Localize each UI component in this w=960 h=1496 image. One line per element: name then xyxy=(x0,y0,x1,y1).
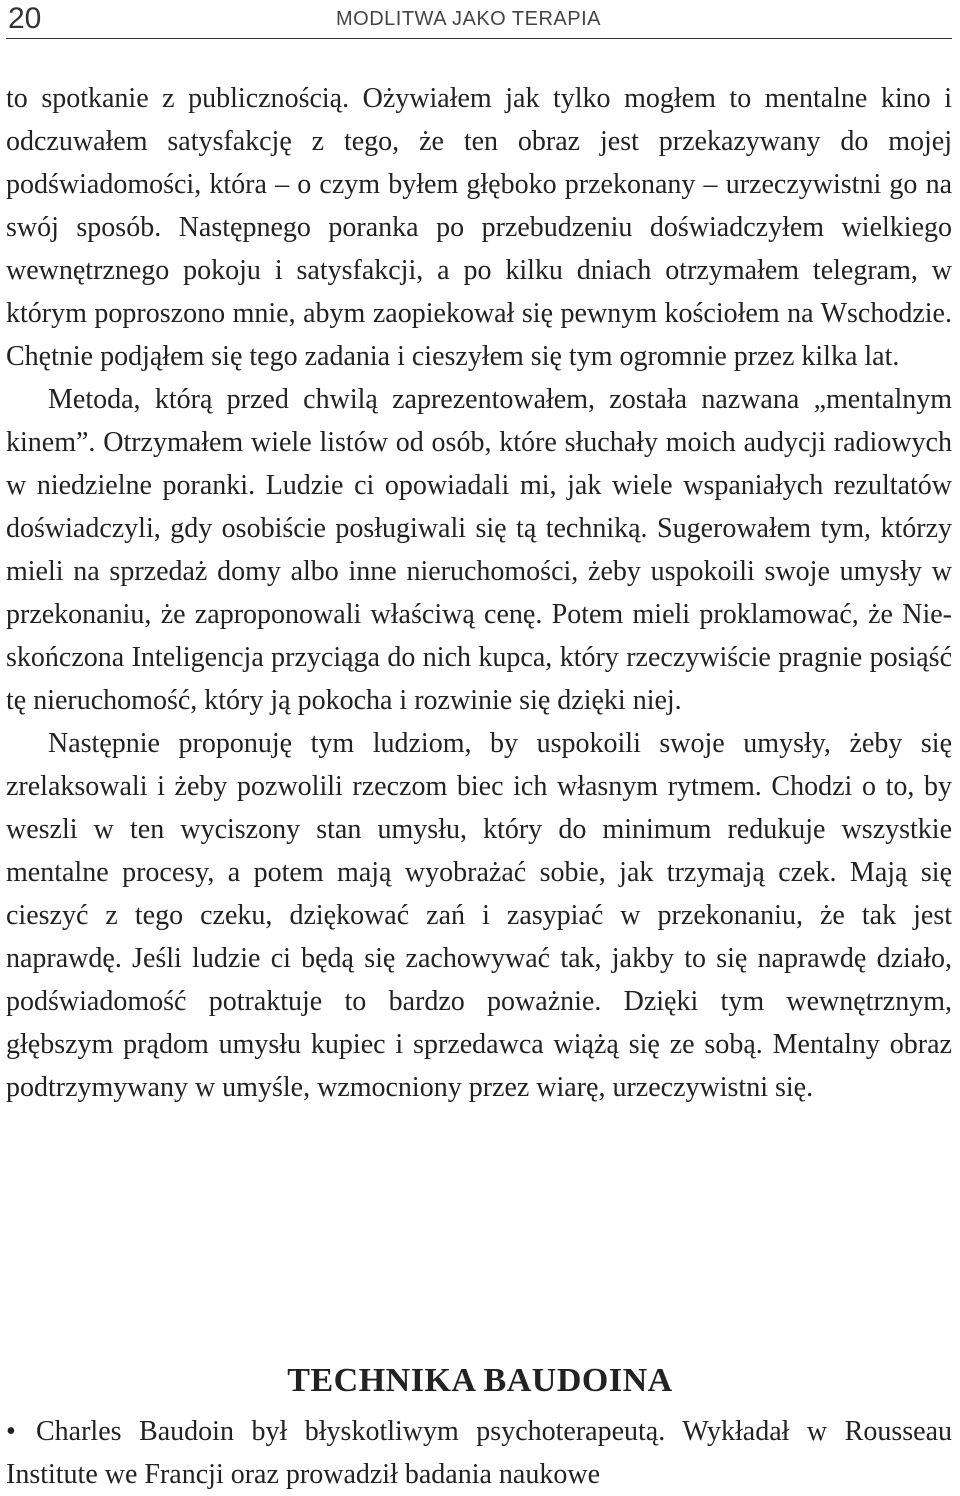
section-title: TECHNIKA BAUDOINA xyxy=(287,1362,673,1399)
bullet-icon: • xyxy=(6,1416,16,1447)
paragraph: Następnie proponuję tym ludziom, by uspokoili swoje umysły, żeby się zrelaksowali i żeby pozwolili rzeczom biec ich własnym rytmem. Chodzi o to, by weszli w ten wyciszony stan umysłu, który do minimum redukuje wszystkie mentalne procesy, a potem mają wyobrażać sobie, jak trzymają czek. Mają się cieszyć z tego czeku, dziękować zań i zasypiać w przekonaniu, że tak jest naprawdę. Jeśli ludzie ci będą się zachowywać tak, jakby to się naprawdę działo, podświadomość potraktuje to bardzo poważnie. Dzięki tym wewnętrznym, głębszym prądom umysłu kupiec i sprzedawca wiążą się ze sobą. Mentalny obraz podtrzymywany w umyśle, wzmocniony przez wiarę, urzeczywistni się. xyxy=(6,728,952,1103)
running-head: MODLITWA JAKO TERAPIA xyxy=(336,8,601,30)
paragraph: to spotkanie z publicznością. Ożywiałem jak tylko mogłem to mentalne kino i odczuwałem satysfakcję z tego, że ten obraz jest przekazywany do mojej podświadomości, która – o czym byłem głęboko przekonany – urzeczywistni go na swój sposób. Następnego poranka po przebudzeniu doświadczyłem wielkiego wewnętrznego pokoju i satysfakcji, a po kilku dniach otrzymałem telegram, w którym poproszono mnie, abym zaopiekował się pewnym kościołem na Wschodzie. Chętnie podjąłem się tego zadania i cieszyłem się tym ogromnie przez kilka lat. xyxy=(6,83,952,372)
bullet-text: Charles Baudoin był błyskotliwym psychoterapeutą. Wykładał w Rousseau Institute we Francji oraz prowadził badania naukowe xyxy=(6,1416,952,1490)
page-number: 20 xyxy=(8,2,42,35)
body-text xyxy=(6,77,952,1109)
page-header xyxy=(6,0,952,39)
bullet-item xyxy=(6,1410,952,1496)
paragraph: Metoda, którą przed chwilą zaprezentowałem, została nazwana „mentalnym kinem”. Otrzymałem wiele listów od osób, które słuchały moich audycji radiowych w niedzielne poranki. Ludzie ci opowiadali mi, jak wiele wspaniałych rezultatów doświadczyli, gdy osobiście posługiwali się tą techniką. Sugerowałem tym, którzy mieli na sprzedaż domy albo inne nieruchomości, żeby uspokoili swoje umysły w przekonaniu, że zaproponowali właściwą cenę. Potem mieli proklamować, że Nieskończona Inteligencja przyciąga do nich kupca, który rzeczywiście pragnie posiąść tę nieruchomość, który ją pokocha i rozwinie się dzięki niej. xyxy=(6,384,952,716)
